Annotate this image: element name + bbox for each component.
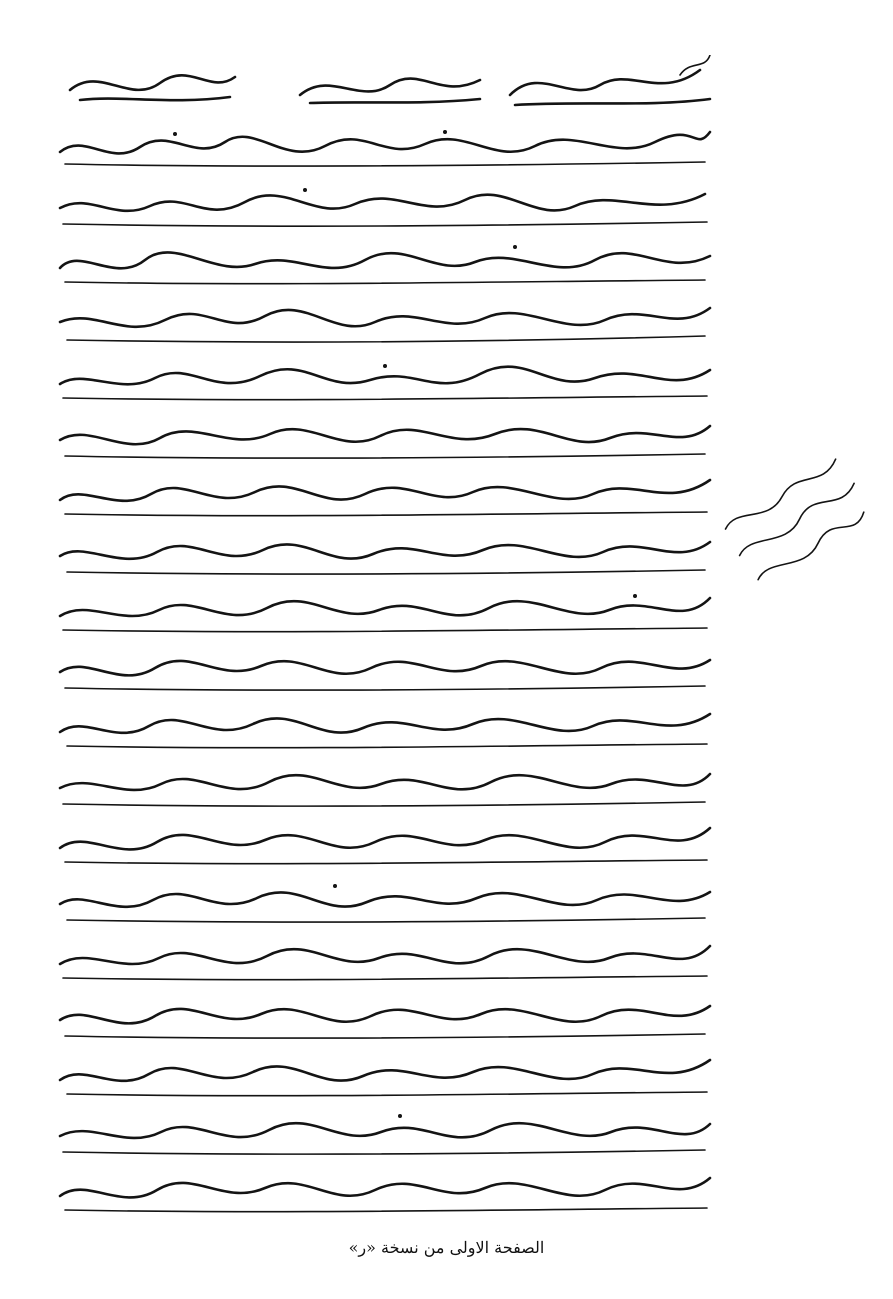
manuscript-line: [55, 296, 715, 348]
manuscript-line: [55, 760, 715, 812]
manuscript-line: [55, 180, 715, 232]
manuscript-line: [55, 238, 715, 290]
manuscript-line: [55, 992, 715, 1044]
manuscript-line: [55, 876, 715, 928]
manuscript-line: [55, 702, 715, 754]
manuscript-line: [55, 586, 715, 638]
manuscript-line: [55, 412, 715, 464]
manuscript-line: [55, 818, 715, 870]
manuscript-line: [55, 528, 715, 580]
page-caption: الصفحة الاولى من نسخة «ر»: [348, 1238, 545, 1257]
manuscript-line: [55, 354, 715, 406]
manuscript-line: [55, 644, 715, 696]
manuscript-line: [55, 122, 715, 174]
manuscript-line: [55, 470, 715, 522]
manuscript-line: [55, 1050, 715, 1102]
manuscript-body: [55, 40, 715, 1220]
manuscript-line: [55, 1166, 715, 1218]
manuscript-line: [55, 934, 715, 986]
manuscript-line: [55, 1108, 715, 1160]
margin-note: [722, 425, 872, 625]
